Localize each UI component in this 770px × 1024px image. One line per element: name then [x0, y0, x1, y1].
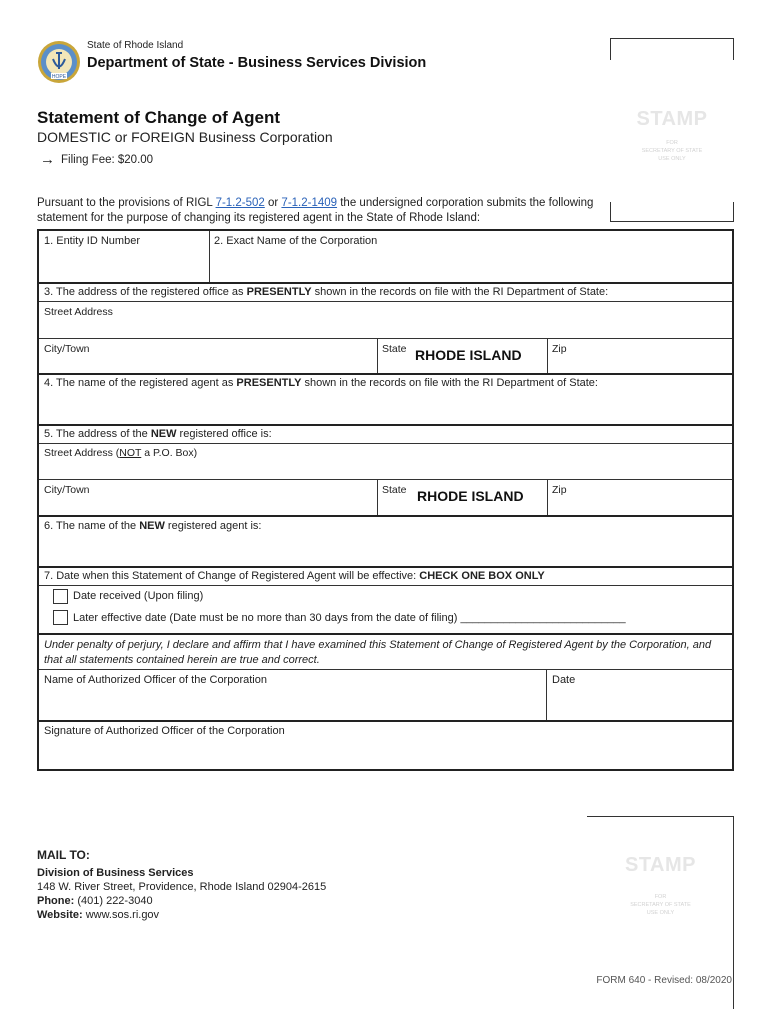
- stamp-note-bottom-1: FOR: [654, 894, 667, 900]
- street-address-new-label: Street Address (NOT a P.O. Box): [44, 447, 198, 459]
- later-date-option: Later effective date (Date must be no more than 30 days from the date of filing) ___________________________: [73, 612, 626, 624]
- stamp-label: STAMP: [636, 108, 708, 130]
- zip-label-present: Zip: [552, 343, 567, 355]
- intro-text-end: the undersigned corporation submits the following statement for the purpose of changing its registered agent in the State of Rhode Island:: [37, 197, 594, 224]
- section-3-heading: 3. The address of the registered office as PRESENTLY shown in the records on file with the RI Department of State:: [44, 286, 609, 298]
- signature-label: Signature of Authorized Officer of the Corporation: [44, 725, 285, 737]
- filing-fee: [40, 151, 154, 168]
- state-label-new: State: [382, 484, 407, 496]
- right-arrow-icon: →: [40, 151, 55, 168]
- date-received-checkbox[interactable]: [53, 589, 68, 604]
- stamp-note-bottom-3: USE ONLY: [646, 910, 675, 916]
- city-town-new-label: City/Town: [44, 484, 90, 496]
- mail-to-heading: MAIL TO:: [37, 848, 90, 862]
- entity-id-label: 1. Entity ID Number: [44, 235, 140, 247]
- section-6-heading: 6. The name of the NEW registered agent is:: [44, 520, 262, 532]
- rigl-link-1409[interactable]: 7-1.2-1409: [281, 197, 338, 209]
- form-table: [37, 229, 734, 771]
- date-label: Date: [552, 674, 576, 686]
- seal-text: HOPE: [51, 74, 67, 80]
- form-subtitle: DOMESTIC or FOREIGN Business Corporation: [37, 129, 333, 145]
- mail-address: 148 W. River Street, Providence, Rhode Island 02904-2615: [37, 881, 327, 893]
- street-address-label: Street Address: [44, 306, 113, 318]
- intro-paragraph: [37, 196, 637, 226]
- phone-line: Phone: (401) 222-3040: [37, 895, 153, 907]
- stamp-label-bottom: STAMP: [624, 854, 696, 876]
- division-name: Division of Business Services: [37, 867, 194, 879]
- stamp-note-2: SECRETARY OF STATE: [641, 148, 703, 154]
- later-date-checkbox[interactable]: [53, 610, 68, 625]
- stamp-note-3: USE ONLY: [658, 156, 686, 162]
- form-number: FORM 640 - Revised: 08/2020: [596, 975, 732, 986]
- intro-text-start: Pursuant to the provisions of RIGL: [37, 197, 216, 209]
- penalty-statement: Under penalty of perjury, I declare and affirm that I have examined this Statement of Change of Registered Agent by the Corporation, and that all statements contained herein are true and correct.: [44, 639, 712, 666]
- rigl-link-502[interactable]: 7-1.2-502: [215, 197, 265, 209]
- city-town-label: City/Town: [44, 343, 90, 355]
- section-7-heading: 7. Date when this Statement of Change of Registered Agent will be effective: CHECK ONE BOX ONLY: [44, 570, 545, 582]
- stamp-note-1: FOR: [666, 140, 678, 146]
- date-received-option: Date received (Upon filing): [73, 590, 204, 602]
- mail-to-block: [37, 848, 326, 922]
- form-title: Statement of Change of Agent: [37, 108, 281, 127]
- stamp-box-top: [610, 38, 734, 222]
- intro-text-or: or: [264, 197, 282, 209]
- section-5-heading: 5. The address of the NEW registered office is:: [44, 428, 272, 440]
- state-value-present: RHODE ISLAND: [415, 347, 522, 363]
- state-label-present: State: [382, 343, 407, 355]
- state-seal-logo: [37, 40, 81, 84]
- zip-label-new: Zip: [552, 484, 567, 496]
- filing-fee-text: Filing Fee: $20.00: [61, 154, 154, 166]
- officer-name-label: Name of Authorized Officer of the Corporation: [44, 674, 267, 686]
- website-line: Website: www.sos.ri.gov: [37, 909, 160, 921]
- state-label: State of Rhode Island: [87, 40, 184, 51]
- stamp-note-bottom-2: SECRETARY OF STATE: [630, 902, 691, 908]
- exact-name-label: 2. Exact Name of the Corporation: [214, 235, 378, 247]
- state-value-new: RHODE ISLAND: [417, 488, 524, 504]
- department-name: Department of State - Business Services Division: [87, 55, 427, 71]
- section-4-heading: 4. The name of the registered agent as PRESENTLY shown in the records on file with the RI Department of State:: [44, 377, 598, 389]
